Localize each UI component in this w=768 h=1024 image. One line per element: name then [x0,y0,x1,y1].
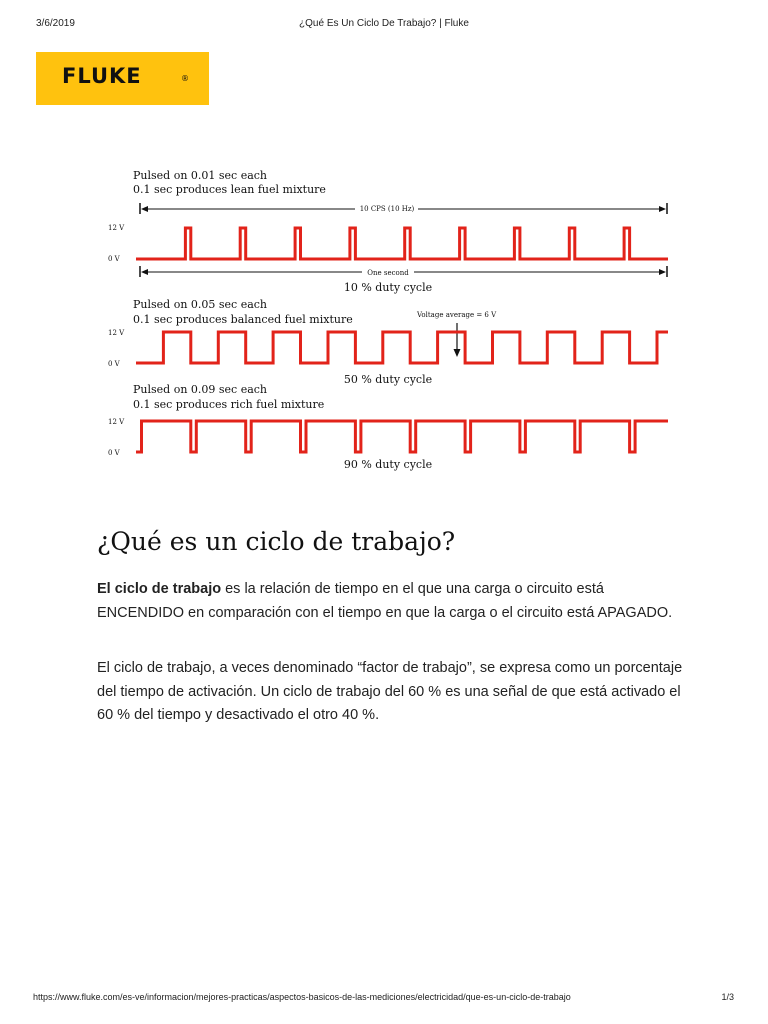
panel-3-line2: 0.1 sec produces rich fuel mixture [133,398,325,411]
paragraph-definition-text: es la relación de tiempo en el que una carga o circuito está ENCENDIDO en comparación con el tiempo en que la carga o el circuito está APAGADO. [97,581,673,621]
span-top-arrow-right [659,206,666,212]
panel-2-0v-label: 0 V [108,360,120,368]
page-number: 1/3 [721,992,734,1002]
voltage-average-label: Voltage average = 6 V [417,311,497,319]
print-date: 3/6/2019 [36,18,75,29]
panel-3-caption: 90 % duty cycle [343,458,433,471]
paragraph-explanation: El ciclo de trabajo, a veces denominado “factor de trabajo”, se expresa como un porcentaje del tiempo de activación. Un ciclo de trabajo del 60 % es una señal de que está activado el 60 % del tiempo y desactivado el otro 40 %. [97,660,683,723]
page-url[interactable]: https://www.fluke.com/es-ve/informacion/mejores-practicas/aspectos-basicos-de-las-mediciones/electricidad/que-es-un-ciclo-de-trabajo [33,992,571,1002]
fluke-logo[interactable] [36,52,209,105]
panel-1-line1: Pulsed on 0.01 sec each [133,169,268,182]
span-top-arrow-left [141,206,148,212]
duty-cycle-diagram [100,160,680,480]
panel-2-caption: 50 % duty cycle [343,373,433,386]
span-bottom-arrow-left [141,269,148,275]
print-title: ¿Qué Es Un Ciclo De Trabajo? | Fluke [299,18,469,29]
span-bottom-label: One second [367,269,409,277]
panel-1-0v-label: 0 V [108,255,120,263]
panel-3-0v-label: 0 V [108,449,120,457]
article-heading: ¿Qué es un ciclo de trabajo? [97,527,456,556]
panel-2-line1: Pulsed on 0.05 sec each [133,298,268,311]
voltage-average-arrowhead [454,349,461,357]
logo-text: FLUKE [62,64,142,88]
panel-1-12v-label: 12 V [108,224,125,232]
term-bold: El ciclo de trabajo [97,581,222,597]
span-bottom-arrow-right [659,269,666,275]
panel-2-waveform [136,332,668,363]
panel-1-line2: 0.1 sec produces lean fuel mixture [133,183,326,196]
paragraph-definition [97,578,687,625]
panel-3-12v-label: 12 V [108,418,125,426]
panel-2-line2: 0.1 sec produces balanced fuel mixture [133,313,353,326]
panel-1-waveform [136,228,668,259]
panel-2-12v-label: 12 V [108,329,125,337]
panel-3-line1: Pulsed on 0.09 sec each [133,383,268,396]
print-header [0,18,768,32]
panel-1-caption: 10 % duty cycle [343,281,433,294]
panel-3-waveform [136,421,668,452]
span-top-label: 10 CPS (10 Hz) [359,205,415,213]
registered-mark: ® [181,74,189,83]
